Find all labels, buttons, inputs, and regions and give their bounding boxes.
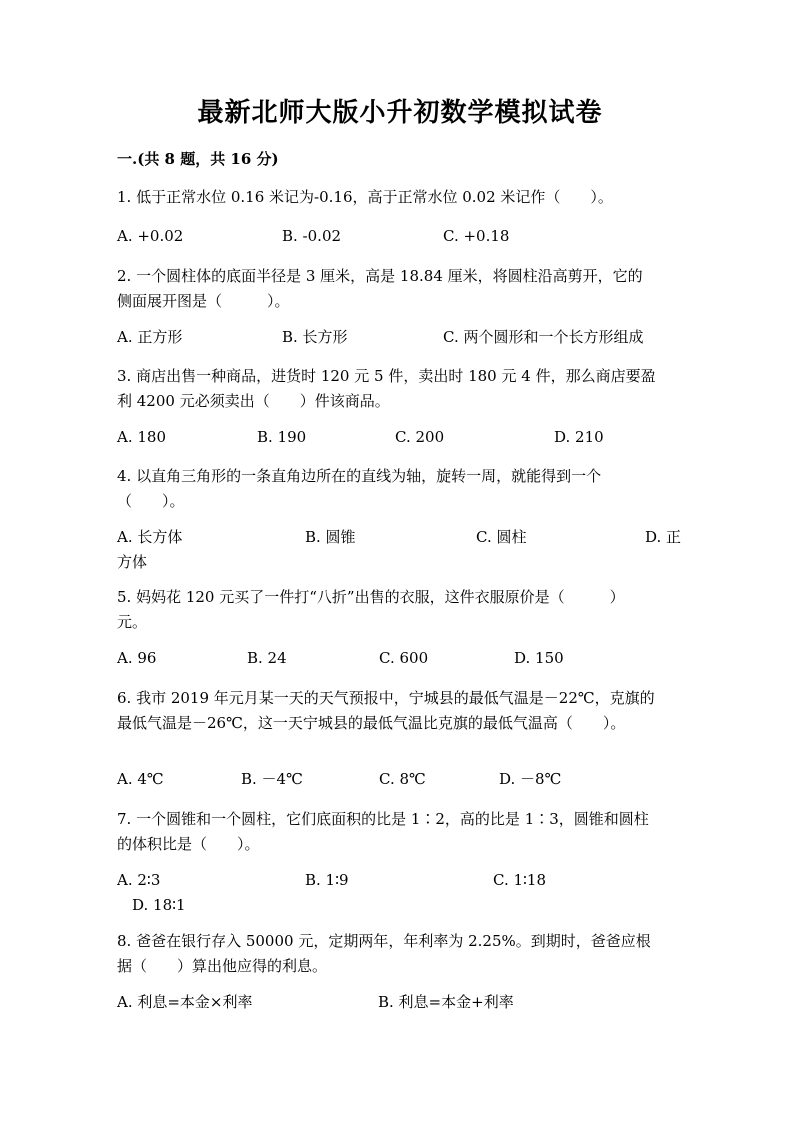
question-4 <box>117 464 682 514</box>
option-d: D. －8℃ <box>499 770 562 788</box>
option-b: B. 利息=本金+利率 <box>378 993 514 1011</box>
option-b: B. -0.02 <box>282 227 342 245</box>
question-7 <box>117 807 682 857</box>
option-d: D. 18∶1 <box>132 896 186 914</box>
question-text: 8. 爸爸在银行存入 50000 元，定期两年，年利率为 2.25%。到期时，爸爸应根 <box>117 932 651 950</box>
option-a: A. 2∶3 <box>117 871 161 889</box>
option-b: B. 长方形 <box>282 328 348 346</box>
question-text-continued: 最低气温是－26℃，这一天宁城县的最低气温比克旗的最低气温高（ ）。 <box>117 714 626 732</box>
question-2 <box>117 264 682 314</box>
question-6 <box>117 686 682 736</box>
option-a: A. 180 <box>117 428 166 446</box>
question-text-continued: 据（ ）算出他应得的利息。 <box>117 957 328 975</box>
option-c: C. 1∶18 <box>493 871 547 889</box>
option-b: B. 190 <box>257 428 307 446</box>
section-heading: 一.(共 8 题，共 16 分) <box>117 150 279 168</box>
option-b: B. 24 <box>247 649 287 667</box>
option-b: B. －4℃ <box>241 770 303 788</box>
option-c: C. 圆柱 <box>476 528 527 546</box>
question-1 <box>117 185 682 210</box>
option-c: C. 两个圆形和一个长方形组成 <box>443 328 644 346</box>
option-a: A. +0.02 <box>117 227 184 245</box>
question-7-options <box>117 868 682 918</box>
question-text: 7. 一个圆锥和一个圆柱，它们底面积的比是 1∶2，高的比是 1∶3，圆锥和圆柱 <box>117 810 649 828</box>
question-8-options <box>117 990 682 1040</box>
question-text: 2. 一个圆柱体的底面半径是 3 厘米，高是 18.84 厘米，将圆柱沿高剪开，它的 <box>117 267 643 285</box>
option-c: C. 600 <box>379 649 429 667</box>
question-3 <box>117 364 682 414</box>
option-d: D. 正 <box>645 528 682 546</box>
option-c: C. 8℃ <box>379 770 426 788</box>
option-a: A. 4℃ <box>117 770 164 788</box>
question-text: 6. 我市 2019 年元月某一天的天气预报中，宁城县的最低气温是－22℃，克旗的 <box>117 689 655 707</box>
option-a: A. 96 <box>117 649 157 667</box>
option-d: D. 150 <box>514 649 564 667</box>
option-b: B. 圆锥 <box>305 528 356 546</box>
question-text: 5. 妈妈花 120 元买了一件打“八折”出售的衣服，这件衣服原价是（ ） <box>117 588 625 606</box>
question-text-continued: 元。 <box>117 613 148 631</box>
option-c: C. +0.18 <box>443 227 510 245</box>
question-5 <box>117 585 682 635</box>
option-d: D. 210 <box>554 428 604 446</box>
question-text: 4. 以直角三角形的一条直角边所在的直线为轴，旋转一周，就能得到一个 <box>117 467 602 485</box>
option-a: A. 正方形 <box>117 328 183 346</box>
option-a: A. 长方体 <box>117 528 183 546</box>
question-text: 1. 低于正常水位 0.16 米记为-0.16，高于正常水位 0.02 米记作（ ）。 <box>117 188 613 206</box>
question-8 <box>117 929 682 979</box>
question-text: 3. 商店出售一种商品，进货时 120 元 5 件，卖出时 180 元 4 件，那么商店要盈 <box>117 367 656 385</box>
question-text-continued: （ ）。 <box>117 492 185 510</box>
option-c: C. 200 <box>395 428 445 446</box>
question-4-options <box>117 525 682 575</box>
option-d-wrap: 方体 <box>117 553 148 571</box>
option-a: A. 利息=本金×利率 <box>117 993 253 1011</box>
option-b: B. 1∶9 <box>305 871 349 889</box>
question-text-continued: 侧面展开图是（ ）。 <box>117 292 290 310</box>
question-text-continued: 利 4200 元必须卖出（ ）件该商品。 <box>117 392 390 410</box>
question-text-continued: 的体积比是（ ）。 <box>117 835 260 853</box>
exam-title: 最新北师大版小升初数学模拟试卷 <box>197 98 603 128</box>
